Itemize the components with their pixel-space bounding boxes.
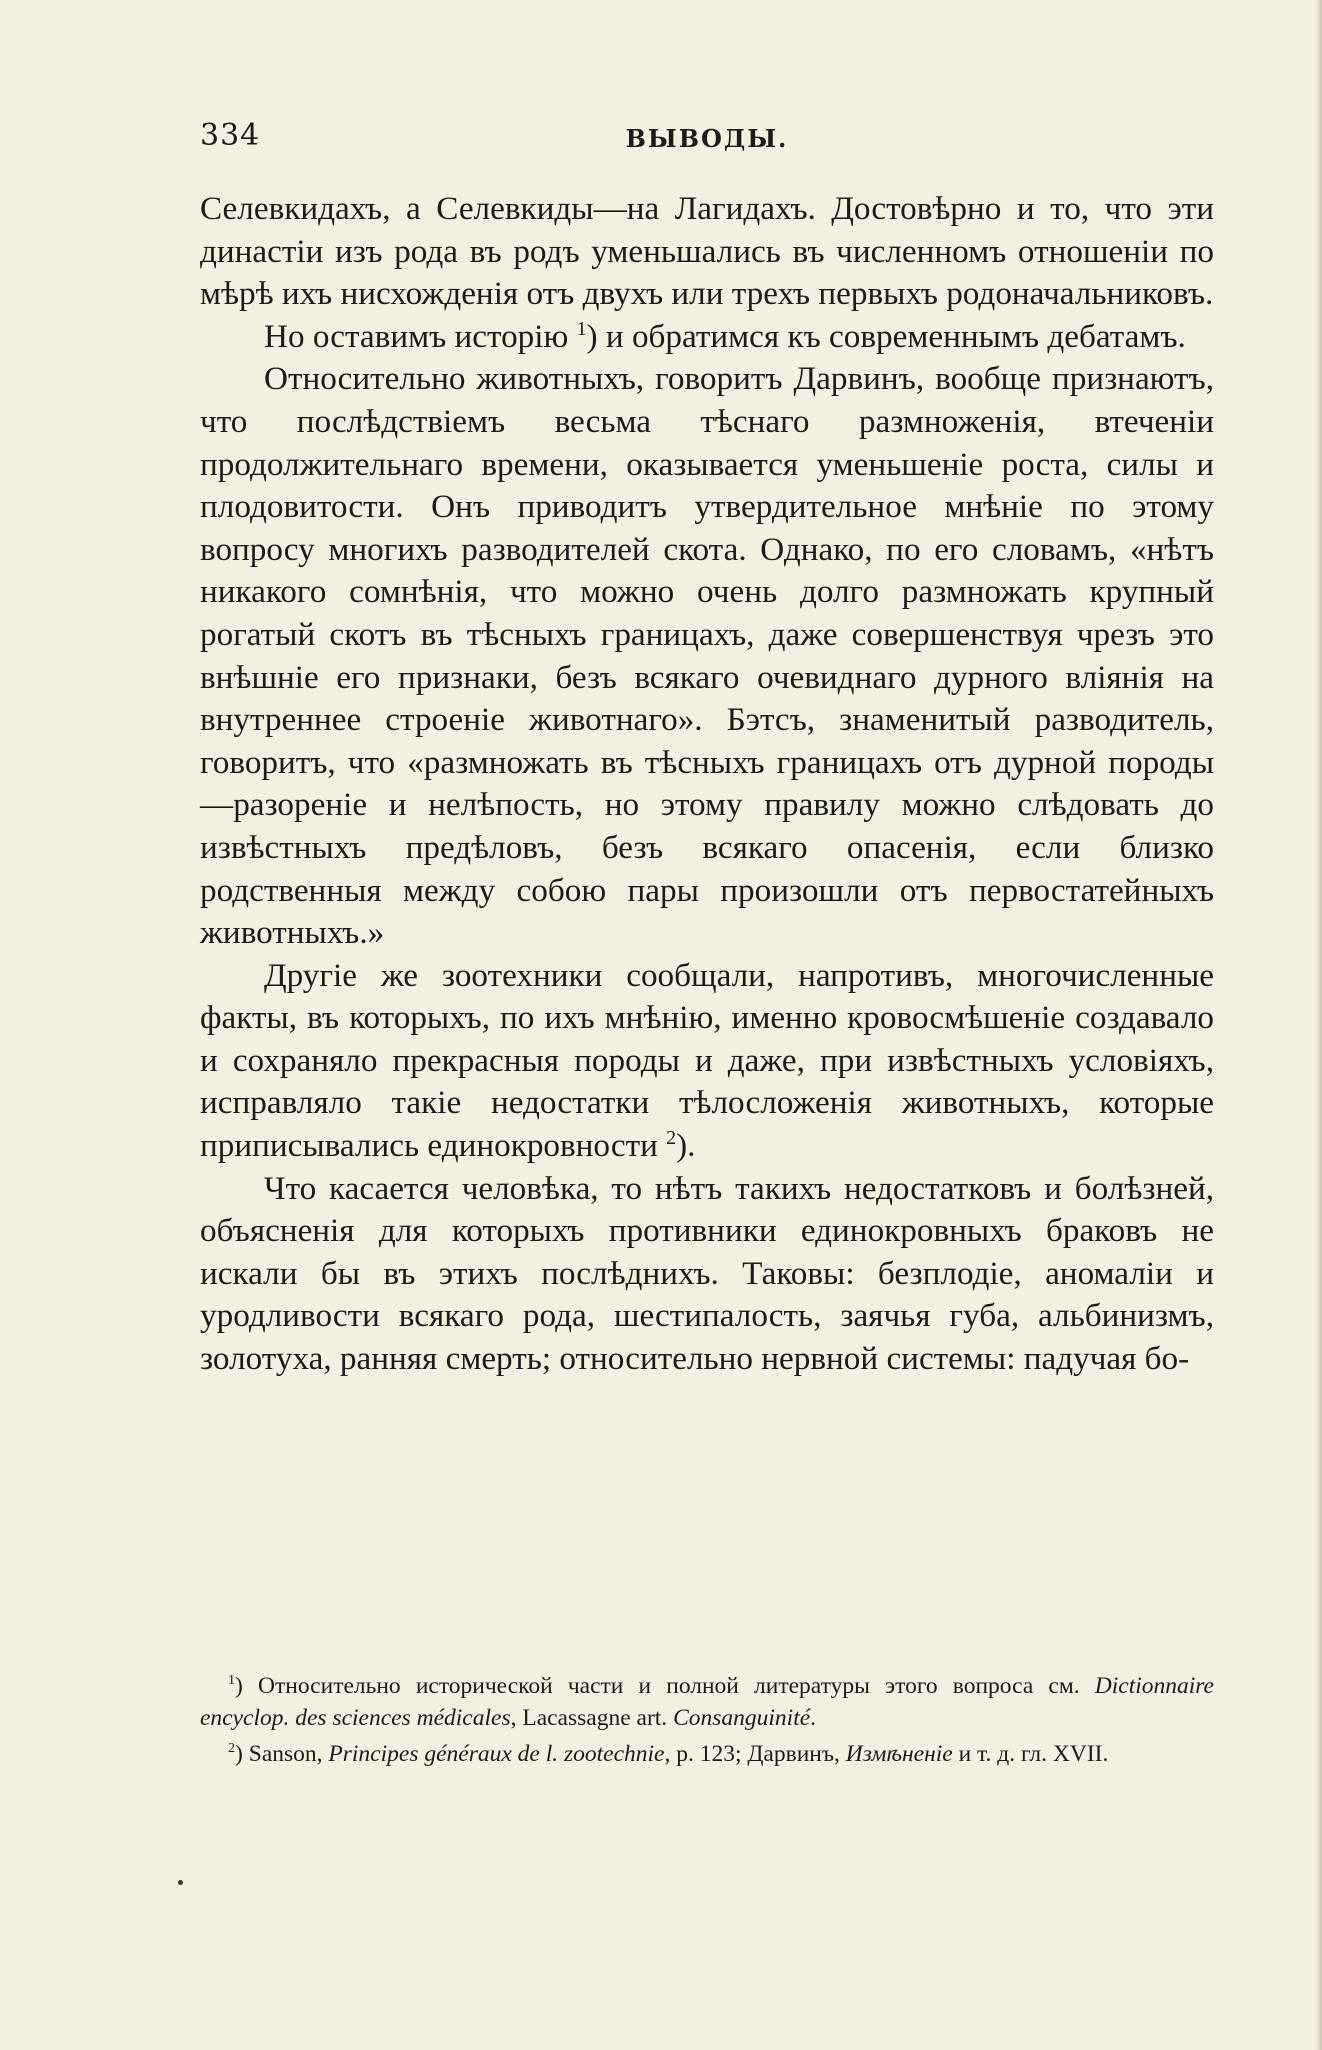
- text-run: Что касается человѣка, то нѣтъ такихъ недостатковъ и болѣзней, объясненiя для которыхъ противники единокровныхъ браковъ не искали бы въ этихъ послѣднихъ. Таковы: безплодiе, аномалiи и уродливости всякаго рода, шестипалость, заячья губа, альбинизмъ, золотуха, ранняя смерть; относительно нервной системы: падучая бо-: [200, 1169, 1214, 1378]
- italic-text: Измѣненiе: [845, 1741, 953, 1767]
- paragraph: [200, 358, 1214, 954]
- body-text: [200, 188, 1214, 1381]
- italic-text: Dictionnaire encyclop. des sciences médicales: [200, 1673, 1214, 1731]
- text-run: Селевкидахъ, а Селевкиды—на Лагидахъ. Достовѣрно и то, что эти династiи изъ рода въ родъ уменьшались въ численномъ отношенiи по мѣрѣ ихъ нисхожденiя отъ двухъ или трехъ первыхъ родоначальниковъ.: [200, 190, 1214, 313]
- footnote-marker: 1: [228, 1672, 236, 1689]
- text-run: Но оставимъ исторiю: [264, 317, 577, 355]
- page-number: 334: [200, 118, 261, 153]
- text-run: , Lacassagne art.: [510, 1705, 674, 1731]
- text-run: , p. 123; Дарвинъ,: [664, 1741, 846, 1767]
- footnotes: [200, 1670, 1214, 1774]
- page-edge-shadow: [1316, 0, 1322, 2050]
- text-run: Относительно животныхъ, говоритъ Дарвинъ, вообще признаютъ, что послѣдствiемъ весьма тѣснаго размноженiя, втеченiи продолжительнаго времени, оказывается уменьшенiе роста, силы и плодовитости. Онъ приводитъ утвердительное мнѣнiе по этому вопросу многихъ разводителей скота. Однако, по его словамъ, «нѣтъ никакого сомнѣнiя, что можно очень долго размножать крупный рогатый скотъ въ тѣсныхъ границахъ, даже совершенствуя чрезъ это внѣшнiе его признаки, безъ всякаго очевиднаго дурного влiянiя на внутреннее строенiе животнаго». Бэтсъ, знаменитый разводитель, говоритъ, что «размножать въ тѣсныхъ границахъ отъ дурной породы—разоренiе и нелѣпость, но этому правилу можно слѣдовать до извѣстныхъ предѣловъ, безъ всякаго опасенiя, если близко родственныя между собою пары произошли отъ первостатейныхъ животныхъ.»: [200, 360, 1214, 952]
- paper-speck: [178, 1880, 183, 1885]
- italic-text: Consanguinité: [673, 1705, 811, 1731]
- running-title: ВЫВОДЫ.: [625, 124, 789, 153]
- italic-text: Principes généraux de l. zootechnie: [328, 1741, 665, 1767]
- footnote-marker: 2: [228, 1740, 236, 1757]
- text-run: .: [810, 1705, 817, 1731]
- paragraph: [200, 188, 1214, 316]
- footnote-marker: 2: [666, 1127, 677, 1149]
- paragraph: [200, 1168, 1214, 1381]
- text-run: ) Sanson,: [235, 1741, 329, 1767]
- text-run: ) Относительно исторической части и полной литературы этого вопроса см.: [235, 1673, 1095, 1699]
- text-run: ).: [676, 1127, 696, 1165]
- text-run: и т. д. гл. XVII.: [952, 1741, 1109, 1767]
- text-run: ) и обратимся къ современнымъ дебатамъ.: [586, 317, 1186, 355]
- paragraph: [200, 955, 1214, 1168]
- text-run: Другiе же зоотехники сообщали, напротивъ, многочисленные факты, въ которыхъ, по ихъ мнѣнiю, именно кровосмѣшенiе создавало и сохраняло прекрасныя породы и даже, при извѣстныхъ условiяхъ, исправляло такiе недостатки тѣлосложенiя животныхъ, которые приписывались единокровности: [200, 956, 1214, 1165]
- paragraph: [200, 316, 1214, 359]
- footnote: [200, 1738, 1214, 1770]
- footnote: [200, 1670, 1214, 1734]
- footnote-marker: 1: [576, 317, 587, 340]
- page-header: [200, 118, 1214, 158]
